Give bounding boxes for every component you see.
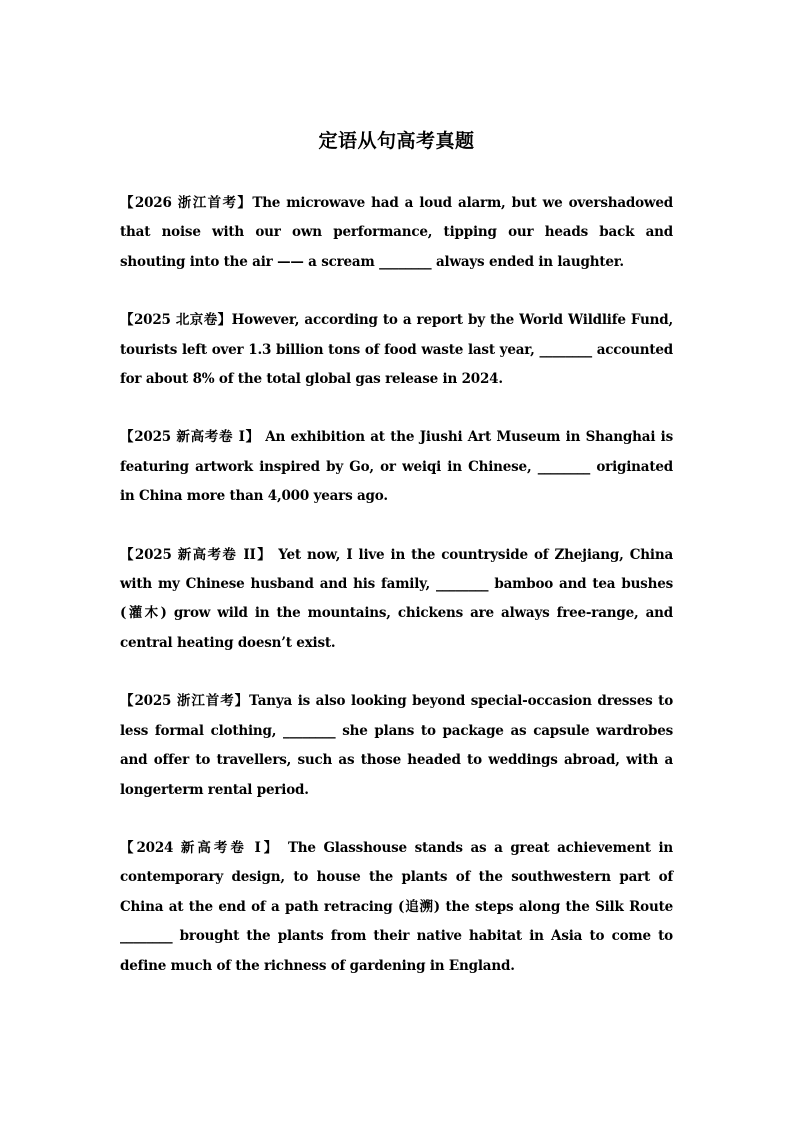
question-text: Tanya is also looking beyond special-occasion dresses to less formal clothing, ________ she plans to package as capsule wardrobes and offer to travellers, such as those headed to weddings abroad, with a longerterm rental period. xyxy=(120,693,673,798)
question-text: The microwave had a loud alarm, but we overshadowed that noise with our own performance, tipping our heads back and shouting into the air —— a scream ________ always ended in laughter. xyxy=(120,195,673,270)
question-6 xyxy=(120,834,673,981)
question-source: 【2025 新高考卷 II】 xyxy=(120,546,273,563)
question-text: An exhibition at the Jiushi Art Museum in Shanghai is featuring artwork inspired by Go, or weiqi in Chinese, ________ originated in China more than 4,000 years ago. xyxy=(120,429,673,505)
page-title: 定语从句高考真题 xyxy=(318,130,475,152)
question-text: The Glasshouse stands as a great achievement in contemporary design, to house the plants of the southwestern part of China at the end of a path retracing (追溯) the steps along the Silk Route ________ brought the plants from their native habitat in Asia to come to define much of the richness of gardening in England. xyxy=(120,839,673,974)
question-5 xyxy=(120,687,673,805)
question-2 xyxy=(120,306,673,394)
question-text: Yet now, I live in the countryside of Zhejiang, China with my Chinese husband and his family, ________ bamboo and tea bushes (灌木) grow wild in the mountains, chickens are always free-range, and central heating doesn’t exist. xyxy=(120,546,673,651)
question-3 xyxy=(120,423,673,511)
question-4 xyxy=(120,541,673,659)
question-source: 【2025 浙江首考】 xyxy=(120,693,250,710)
question-1 xyxy=(120,189,673,277)
document-page xyxy=(120,126,673,1010)
question-source: 【2024 新高考卷 I】 xyxy=(120,839,281,856)
question-source: 【2025 新高考卷 I】 xyxy=(120,429,260,446)
question-source: 【2025 北京卷】 xyxy=(120,312,232,329)
question-source: 【2026 浙江首考】 xyxy=(120,195,253,211)
question-text: However, according to a report by the World Wildlife Fund, tourists left over 1.3 billion tons of food waste last year, ________ accounted for about 8% of the total global gas release in 2024. xyxy=(120,312,673,388)
